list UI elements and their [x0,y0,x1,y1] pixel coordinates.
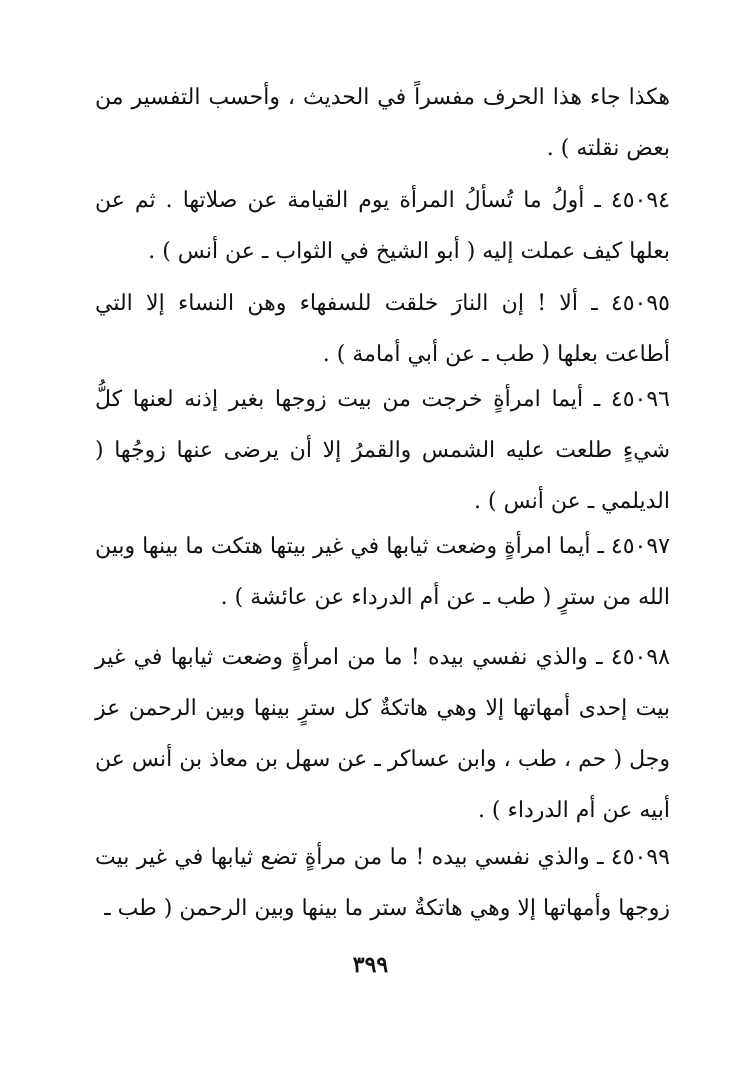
hadith-45097: ٤٥٠٩٧ ـ أيما امرأةٍ وضعت ثيابها في غير بيتها هتكت ما بينها وبين الله من سترٍ ( طب ـ عن أم الدرداء عن عائشة ) . [95,534,670,610]
paragraph-intro: هكذا جاء هذا الحرف مفسراً في الحديث ، وأحسب التفسير من بعض نقلته ) . [95,85,670,161]
page-number: ٣٩٩ [352,952,389,978]
hadith-45094: ٤٥٠٩٤ ـ أولُ ما تُسألُ المرأة يوم القيامة عن صلاتها . ثم عن بعلها كيف عملت إليه ( أبو الشيخ في الثواب ـ عن أنس ) . [95,188,670,264]
hadith-45098: ٤٥٠٩٨ ـ والذي نفسي بيده ! ما من امرأةٍ وضعت ثيابها في غير بيت إحدى أمهاتها إلا وهي هاتكةٌ كل سترٍ بينها وبين الرحمن عز وجل ( حم ، طب ، وابن عساكر ـ عن سهل بن معاذ بن أنس عن أبيه عن أم الدرداء ) . [95,645,670,823]
hadith-45099: ٤٥٠٩٩ ـ والذي نفسي بيده ! ما من مرأةٍ تضع ثيابها في غير بيت زوجها وأمهاتها إلا وهي هاتكةٌ ستر ما بينها وبين الرحمن ( طب ـ [95,845,670,921]
hadith-45095: ٤٥٠٩٥ ـ ألا ! إن النارَ خلقت للسفهاء وهن النساء إلا التي أطاعت بعلها ( طب ـ عن أبي أمامة ) . [95,291,670,367]
hadith-45096: ٤٥٠٩٦ ـ أيما امرأةٍ خرجت من بيت زوجها بغير إذنه لعنها كلُّ شيءٍ طلعت عليه الشمس والقمرُ إلا أن يرضى عنها زوجُها ( الديلمي ـ عن أنس ) . [95,387,670,514]
